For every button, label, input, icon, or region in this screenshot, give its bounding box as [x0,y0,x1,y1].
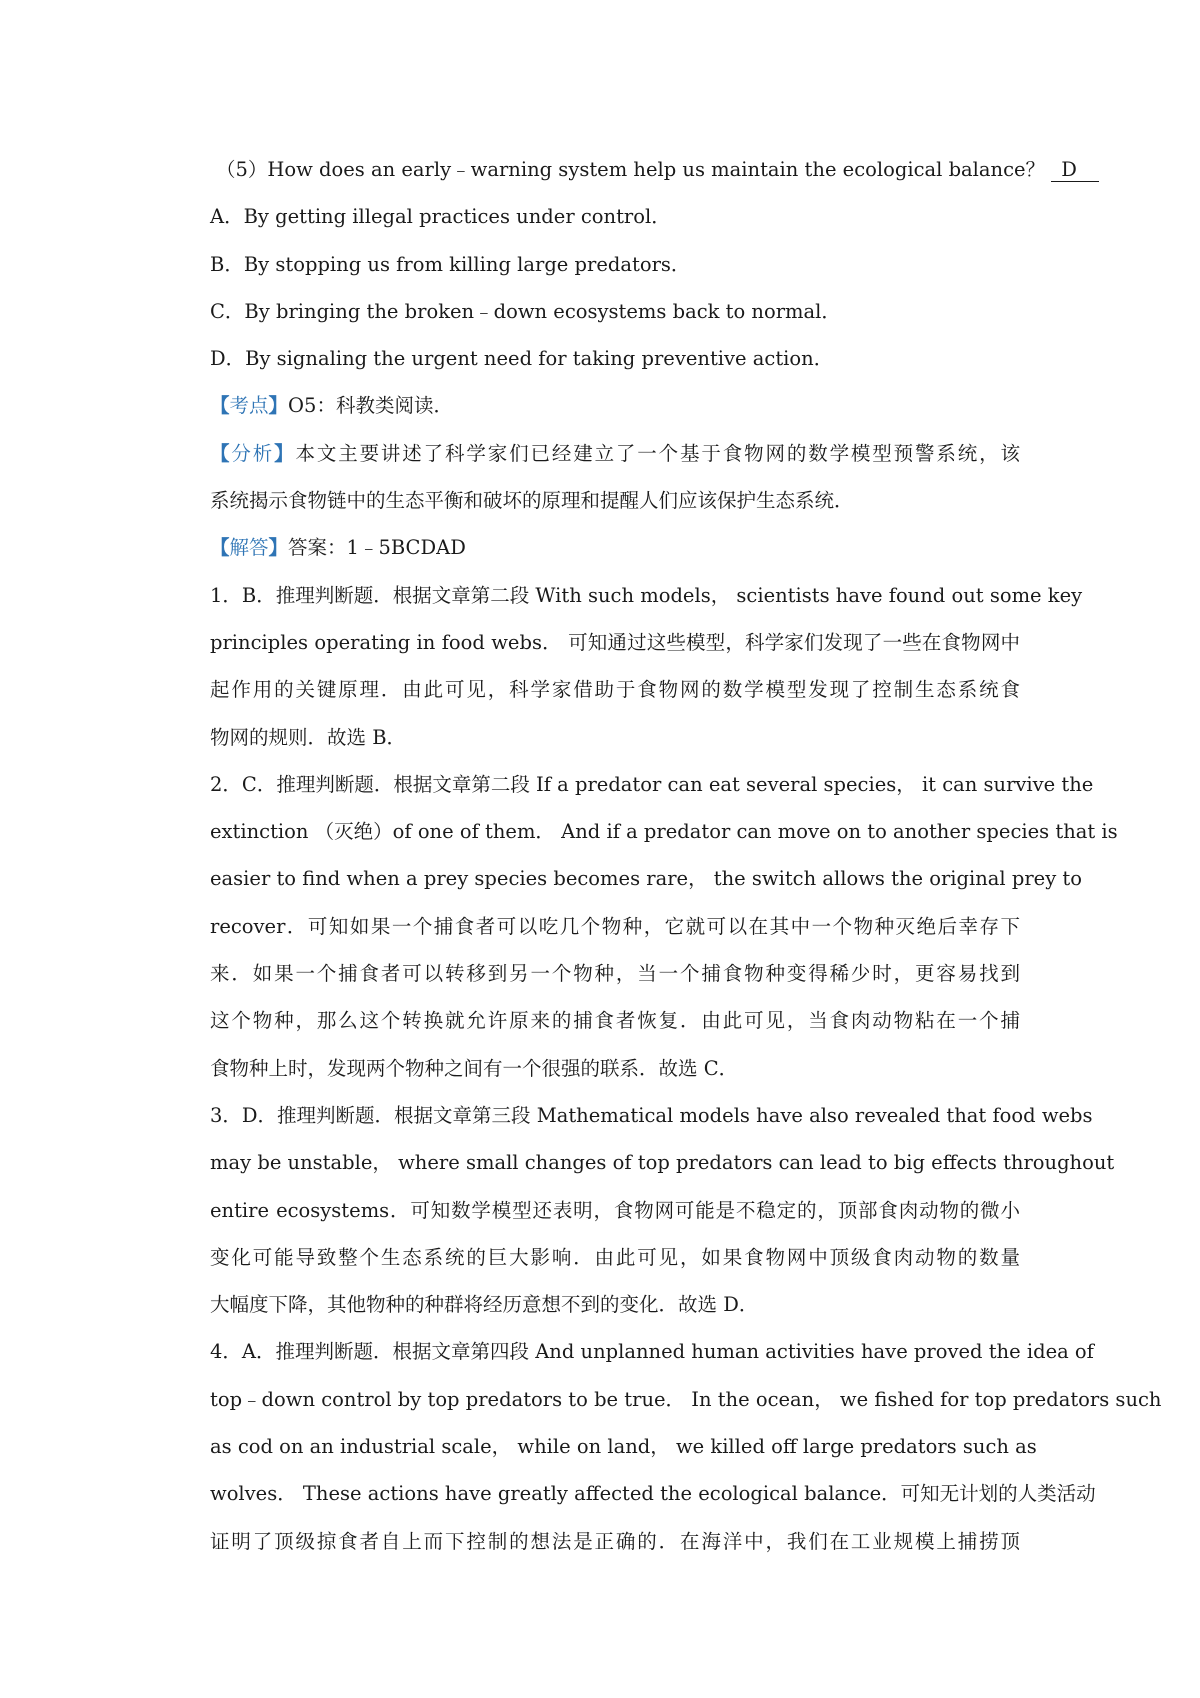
explanation-4-line-1: 4．A．推理判断题．根据文章第四段 And unplanned human activities have proved the idea of [210,1340,1094,1364]
explanation-2-line-4: recover．可知如果一个捕食者可以吃几个物种，它就可以在其中一个物种灭绝后幸存下 [210,914,1020,938]
fenxi-line-2: 系统揭示食物链中的生态平衡和破坏的原理和提醒人们应该保护生态系统． [210,489,854,513]
explanation-1-line-3: 起作用的关键原理．由此可见，科学家借助于食物网的数学模型发现了控制生态系统食 [210,678,1020,702]
explanation-3-line-4: 变化可能导致整个生态系统的巨大影响．由此可见，如果食物网中顶级食肉动物的数量 [210,1245,1020,1269]
fenxi-bracket-close: 】 [274,441,296,465]
document-content [210,146,1162,1565]
explanation-4-line-5: 证明了顶级掠食者自上而下控制的想法是正确的．在海洋中，我们在工业规模上捕捞顶 [210,1529,1020,1553]
kaodian-tag: 考点 [229,394,269,418]
fenxi-line-1 [210,430,1020,477]
explanation-2-line-1: 2．C．推理判断题．根据文章第二段 If a predator can eat several species， it can survive the [210,772,1094,796]
explanation-2-line-6: 这个物种，那么这个转换就允许原来的捕食者恢复．由此可见，当食肉动物粘在一个捕 [210,1009,1020,1033]
explanation-2-line-3: easier to find when a prey species becomes rare， the switch allows the original prey to [210,867,1083,891]
explanation-2-line-2: extinction （灭绝）of one of them． And if a predator can move on to another species that is [210,820,1118,844]
explanation-4-line-3: as cod on an industrial scale， while on land， we killed off large predators such as [210,1435,1037,1459]
explanation-1-line-4: 物网的规则．故选 B． [210,725,407,749]
option-b: B．By stopping us from killing large predators． [210,252,691,276]
kaodian-bracket-close: 】 [268,394,289,418]
explanation-2-line-5: 来．如果一个捕食者可以转移到另一个物种，当一个捕食物种变得稀少时，更容易找到 [210,962,1020,986]
answer-blank: D [1051,159,1099,182]
kaodian-bracket-open: 【 [210,394,230,418]
explanation-3-line-2: may be unstable， where small changes of top predators can lead to big effects throughout [210,1151,1115,1175]
explanation-1-line-2: principles operating in food webs． 可知通过这些模型，科学家们发现了一些在食物网中 [210,630,1020,654]
option-d: D．By signaling the urgent need for taking preventive action． [210,347,834,371]
explanation-4-line-2: top﹣down control by top predators to be true． In the ocean， we fished for top predators such [210,1387,1162,1411]
fenxi-bracket-open: 【 [210,441,232,465]
fenxi-text-1: 本文主要讲述了科学家们已经建立了一个基于食物网的数学模型预警系统，该 [295,441,1020,465]
explanation-3-line-1: 3．D．推理判断题．根据文章第三段 Mathematical models have also revealed that food webs [210,1103,1093,1127]
option-a: A．By getting illegal practices under control． [210,205,671,229]
jieda-tag: 解答 [229,536,269,560]
explanation-3-line-3: entire ecosystems．可知数学模型还表明，食物网可能是不稳定的，顶部食肉动物的微小 [210,1198,1020,1222]
question-stem: （5）How does an early﹣warning system help us maintain the ecological balance？ [216,158,1046,181]
option-c: C．By bringing the broken﹣down ecosystems back to normal． [210,299,841,323]
explanation-2-line-7: 食物种上时，发现两个物种之间有一个很强的联系．故选 C． [210,1056,739,1080]
kaodian-text: O5：科教类阅读． [288,394,453,418]
jieda-bracket-close: 】 [268,536,289,560]
fenxi-tag: 分析 [231,441,275,465]
explanation-4-line-4: wolves． These actions have greatly affected the ecological balance．可知无计划的人类活动 [210,1482,1096,1506]
jieda-line [210,524,1020,571]
jieda-text: 答案：1﹣5BCDAD [288,536,466,560]
jieda-bracket-open: 【 [210,536,230,560]
explanation-1-line-1: 1．B．推理判断题．根据文章第二段 With such models， scientists have found out some key [210,583,1083,607]
explanation-3-line-5: 大幅度下降，其他物种的种群将经历意想不到的变化．故选 D． [210,1293,759,1317]
question-stem-line [210,146,1077,193]
kaodian-line [210,382,1020,429]
